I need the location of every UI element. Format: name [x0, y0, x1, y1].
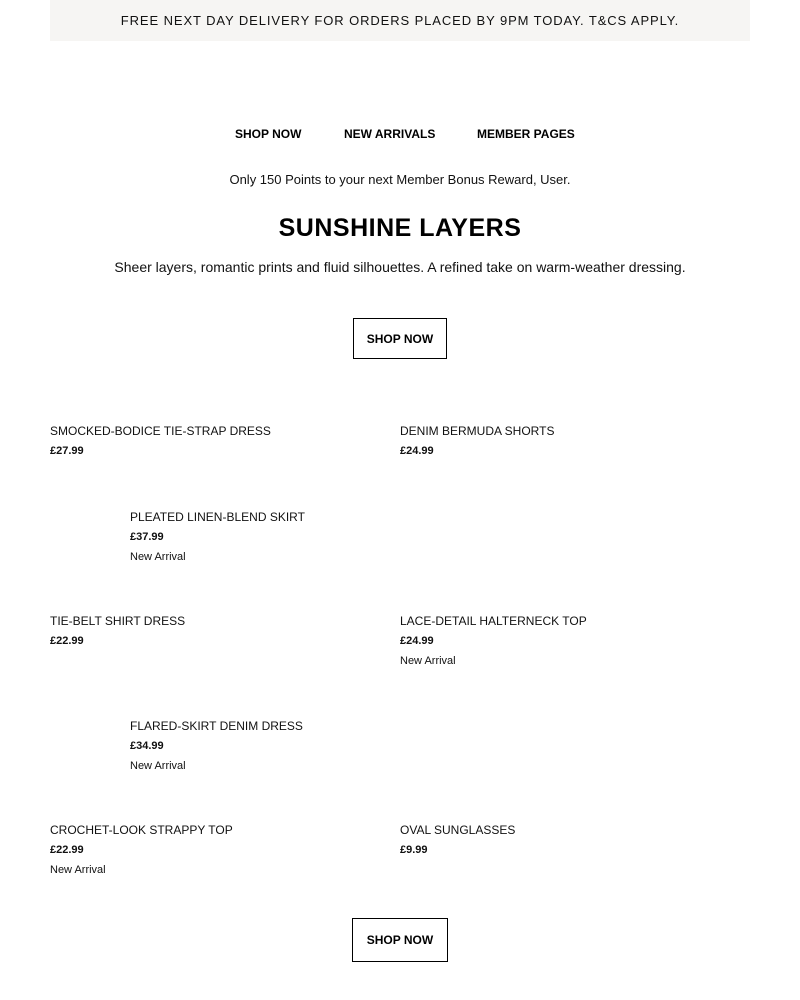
hero-shop-now-button[interactable]: SHOP NOW [353, 318, 447, 359]
product-price: £34.99 [130, 740, 164, 752]
product-price: £27.99 [50, 445, 84, 457]
product-price: £24.99 [400, 445, 434, 457]
product-name: TIE-BELT SHIRT DRESS [50, 614, 186, 628]
product-card[interactable] [130, 510, 450, 564]
new-arrival-badge: New Arrival [50, 864, 106, 876]
nav-shop-now[interactable]: SHOP NOW [235, 127, 302, 141]
product-card[interactable] [50, 823, 370, 877]
nav-new-arrivals[interactable]: NEW ARRIVALS [344, 127, 436, 141]
new-arrival-badge: New Arrival [130, 551, 186, 563]
product-name: CROCHET-LOOK STRAPPY TOP [50, 823, 233, 837]
hero-subtitle: Sheer layers, romantic prints and fluid silhouettes. A refined take on warm-weather dressing. [114, 259, 686, 275]
product-price: £22.99 [50, 844, 84, 856]
product-price: £22.99 [50, 635, 84, 647]
delivery-banner [50, 0, 750, 41]
new-arrival-badge: New Arrival [130, 760, 186, 772]
product-card[interactable] [400, 614, 720, 668]
delivery-banner-text: FREE NEXT DAY DELIVERY FOR ORDERS PLACED BY 9PM TODAY. T&CS APPLY. [120, 13, 680, 28]
product-price: £9.99 [400, 844, 428, 856]
product-name: FLARED-SKIRT DENIM DRESS [130, 719, 303, 733]
product-name: LACE-DETAIL HALTERNECK TOP [400, 614, 587, 628]
product-card[interactable] [400, 424, 720, 458]
rewards-points-message: Only 150 Points to your next Member Bonus Reward, User. [229, 172, 571, 187]
product-name: PLEATED LINEN-BLEND SKIRT [130, 510, 305, 524]
main-nav [0, 127, 800, 143]
product-card[interactable] [50, 424, 370, 458]
product-card[interactable] [130, 719, 450, 773]
product-card[interactable] [50, 614, 370, 648]
product-name: SMOCKED-BODICE TIE-STRAP DRESS [50, 424, 271, 438]
product-price: £24.99 [400, 635, 434, 647]
nav-member-pages[interactable]: MEMBER PAGES [477, 127, 575, 141]
new-arrival-badge: New Arrival [400, 655, 456, 667]
product-name: OVAL SUNGLASSES [400, 823, 516, 837]
product-name: DENIM BERMUDA SHORTS [400, 424, 555, 438]
product-price: £37.99 [130, 531, 164, 543]
hero-title: SUNSHINE LAYERS [278, 214, 522, 242]
footer-shop-now-button[interactable]: SHOP NOW [352, 918, 448, 962]
product-card[interactable] [400, 823, 720, 857]
